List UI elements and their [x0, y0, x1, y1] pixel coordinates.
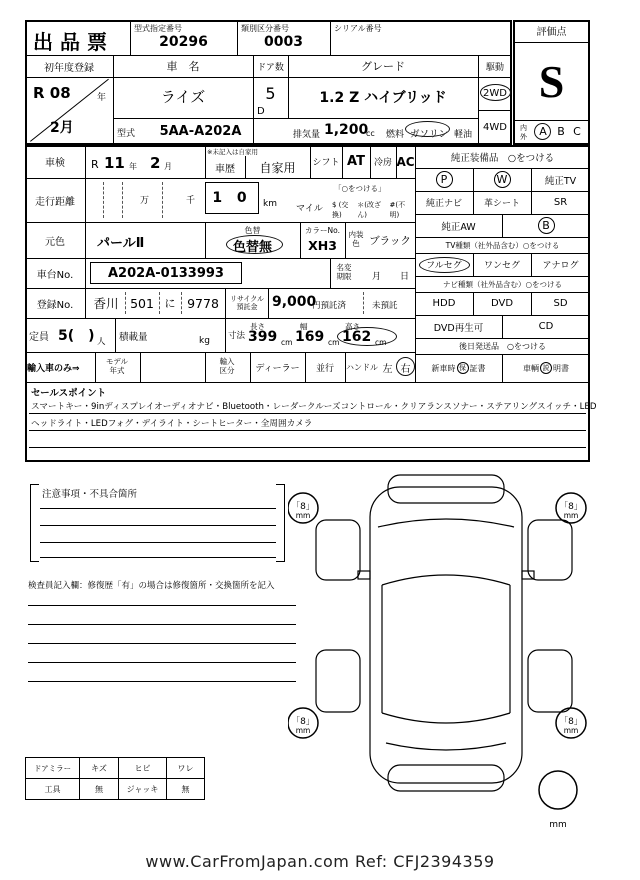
color-change-value: 色替無	[232, 239, 272, 255]
wheel-rear-right	[528, 650, 572, 712]
evaluation-label: 評価点	[536, 27, 567, 38]
line	[85, 178, 86, 222]
chassis-value: A202A-0133993	[90, 262, 242, 284]
line	[85, 288, 86, 318]
circle-mark-grade-a	[534, 123, 551, 140]
fuel-diesel: 軽油	[454, 130, 473, 140]
tools-cell: キズ	[79, 757, 119, 779]
car-name-label: 車 名	[166, 60, 200, 73]
first-reg-year: R 08	[33, 84, 71, 102]
tv-analog: アナログ	[542, 261, 579, 271]
color-change-label: 色替	[244, 225, 261, 235]
recycle-deposit-value: 9,000	[272, 294, 317, 310]
circle-mark-2wd	[480, 84, 511, 101]
displacement-unit: cc	[366, 129, 375, 138]
shaken-year: 11	[104, 154, 125, 172]
color-no-label: カラーNo.	[305, 225, 340, 235]
grade-b: B	[557, 125, 565, 138]
mark-tampered: ＊(改ざん)	[357, 201, 381, 219]
shaken-year-suffix: 年	[129, 162, 137, 171]
notes-rule	[40, 542, 276, 543]
front-bumper	[388, 475, 504, 503]
grade-value: 1.2 Z ハイブリッド	[319, 90, 447, 106]
manual-circled: 説	[540, 362, 552, 374]
doors-label: ドア数	[257, 62, 284, 73]
tread-unit-fl: mm	[295, 511, 311, 520]
model-designation-value: 20296	[159, 33, 208, 50]
first-reg-month: 2月	[50, 120, 74, 136]
notes-label: 注意事項・不具合箇所	[42, 489, 138, 500]
model-year-label	[98, 356, 136, 378]
name-change-2: 期限	[336, 272, 352, 281]
grade-label: グレード	[361, 60, 405, 73]
width-unit: cm	[328, 338, 340, 347]
doors-value: 5	[265, 83, 276, 103]
circle-mark-fullseg	[419, 257, 470, 273]
line	[85, 258, 86, 288]
sales-points-label: セールスポイント	[31, 388, 107, 399]
line	[95, 352, 96, 382]
name-change-1: 名変	[336, 263, 352, 273]
warranty-post: 証書	[469, 363, 486, 373]
wheel-rear-left	[316, 650, 360, 712]
inspector-rule	[28, 643, 296, 644]
line	[140, 352, 141, 382]
dvd-playable: DVD再生可	[433, 322, 484, 334]
notes-rule	[40, 557, 276, 558]
line	[122, 182, 123, 218]
import-division-2: 区分	[219, 366, 235, 375]
line	[345, 222, 346, 258]
name-change-day: 日	[400, 272, 410, 282]
warranty-pre: 新車時	[431, 363, 456, 373]
shaken-month: 2	[150, 154, 161, 172]
navi-dvd: DVD	[490, 298, 514, 309]
inspector-rule	[28, 624, 296, 625]
registration-region: 香川	[93, 296, 119, 311]
tread-unit-rl: mm	[295, 726, 311, 735]
notes-rule	[40, 525, 276, 526]
name-change-label	[334, 261, 354, 285]
chassis-label: 車台No.	[36, 269, 74, 281]
drive-2wd: 2WD	[483, 88, 507, 99]
dimension-label: 寸法	[228, 331, 246, 341]
tread-unit-fr: mm	[563, 511, 579, 520]
height-label: 高さ	[345, 322, 360, 331]
rear-window-line	[382, 713, 510, 723]
line	[515, 42, 588, 43]
equipment-navi: 純正ナビ	[425, 199, 462, 209]
serial-label: シリアル番号	[334, 24, 382, 33]
equipment-header: 純正装備品 ○をつける	[450, 152, 555, 164]
manual-post: 明書	[553, 363, 569, 373]
navi-type-header: ナビ種類（社外品含む）○をつける	[442, 279, 563, 289]
model-year-2: 年式	[109, 366, 125, 375]
hood-line	[378, 519, 514, 527]
name-change-month: 月	[372, 272, 382, 282]
navi-sd: SD	[553, 298, 568, 309]
rear-bumper	[388, 765, 504, 791]
equipment-power-window	[473, 168, 531, 191]
evaluation-score: S	[538, 55, 565, 107]
tv-oneseg: ワンセグ	[483, 261, 520, 271]
manual-book	[502, 354, 590, 382]
line	[85, 145, 86, 178]
import-division-1: 輸入	[219, 357, 235, 367]
mileage-man-label: 万	[140, 196, 150, 206]
tools-cell: ワレ	[166, 757, 205, 779]
line	[29, 447, 586, 448]
model-year-1: モデル	[105, 357, 129, 367]
length-unit: cm	[281, 338, 293, 347]
ac-value: AC	[396, 154, 415, 169]
interior-color-value: ブラック	[369, 234, 411, 247]
tread-value-rl: 「8」	[291, 717, 315, 727]
import-parallel: 並行	[315, 363, 334, 374]
color-no-value: XH3	[308, 238, 337, 253]
line	[225, 318, 226, 352]
length-value: 399	[248, 329, 278, 345]
int-ext-label	[517, 122, 530, 143]
car-body	[370, 487, 522, 783]
displacement-label: 排気量	[293, 130, 321, 140]
sales-points-line1: スマートキー・9inディスプレイオーディオナビ・Bluetooth・レーダークルーズコントロール・クリアランスソナー・ステアリングスイッチ・LED	[31, 402, 597, 412]
capacity-label: 定員	[29, 332, 49, 343]
bracket-left-top	[30, 484, 39, 485]
line	[330, 258, 331, 288]
inspector-rule	[28, 605, 296, 606]
line	[330, 20, 331, 55]
doors-unit: D	[257, 106, 265, 117]
equipment-sunroof: SR	[553, 197, 568, 208]
manual-pre: 車輌	[523, 363, 539, 373]
circle-mark-height	[337, 327, 397, 346]
line	[25, 318, 415, 319]
car-name-value: ライズ	[160, 87, 206, 106]
model-value: 5AA-A202A	[159, 124, 242, 139]
mark-unknown: #(不明)	[389, 201, 406, 219]
line	[115, 318, 116, 352]
interior-label-1: 内装	[348, 230, 364, 240]
circled-b: B	[538, 217, 555, 234]
sales-points-line2: ヘッドライト・LEDフォグ・デイライト・シートヒーター・全周囲カメラ	[31, 419, 313, 429]
line	[29, 430, 586, 431]
notes-rule	[40, 508, 276, 509]
grade-c: C	[573, 125, 581, 138]
mileage-mark-header: 「○をつける」	[334, 184, 386, 193]
cd: CD	[538, 321, 554, 332]
car-top-view-diagram	[288, 465, 600, 840]
import-division-label	[213, 356, 241, 378]
circled-p: P	[436, 171, 453, 188]
spare-tire-circle	[539, 771, 577, 809]
interior-color-label	[347, 227, 365, 253]
registration-kana: に	[164, 297, 176, 310]
mileage-label: 走行距離	[35, 196, 75, 208]
equipment-aw-label: 純正AW	[441, 221, 476, 233]
line	[113, 118, 478, 119]
line	[103, 182, 104, 218]
capacity-value: 5( )	[58, 328, 95, 344]
circle-mark-handle-right	[396, 357, 415, 376]
import-dealer: ディーラー	[255, 363, 300, 374]
line	[162, 182, 163, 218]
ac-label: 冷房	[373, 158, 392, 168]
line	[268, 288, 269, 318]
line	[25, 382, 590, 383]
tools-cell: 無	[79, 778, 119, 800]
classification-label: 類別区分番号	[241, 24, 289, 33]
equipment-power-steering	[415, 168, 473, 191]
height-unit: cm	[375, 338, 387, 347]
import-only-label: 輸入車のみ⇒	[27, 364, 80, 374]
tread-value-fl: 「8」	[291, 502, 315, 512]
wheel-front-left	[316, 520, 360, 580]
tread-value-rr: 「8」	[559, 717, 583, 727]
capacity-unit: 人	[97, 337, 106, 347]
handle-right: 右	[400, 363, 411, 375]
shaken-month-suffix: 月	[164, 162, 172, 171]
width-label: 幅	[300, 322, 308, 331]
line	[515, 120, 588, 121]
tools-cell: ヒビ	[118, 757, 167, 779]
height-value: 162	[342, 329, 372, 345]
tools-cell: 無	[166, 778, 205, 800]
bracket-right-top	[276, 484, 285, 485]
later-shipment-header: 後日発送品 ○をつける	[459, 341, 546, 351]
load-label: 積載量	[119, 332, 148, 343]
shift-label: シフト	[312, 158, 340, 168]
windshield-line	[382, 575, 510, 585]
recycle-label-1: リサイクル	[229, 294, 265, 303]
equipment-leather: 革シート	[483, 199, 520, 209]
tread-value-fr: 「8」	[559, 502, 583, 512]
model-designation-label: 型式指定番号	[134, 24, 182, 33]
fuel-label: 燃料	[386, 130, 405, 140]
line	[363, 292, 364, 314]
inspector-label: 検査員記入欄：修復歴「有」の場合は修復箇所・交換箇所を記入	[28, 581, 275, 591]
recycle-deposited-label: 円預託済	[312, 301, 347, 311]
history-label: 車歴	[215, 163, 235, 175]
inspector-rule	[28, 681, 296, 682]
shaken-era: R	[91, 158, 99, 171]
bracket-right-bottom	[276, 561, 285, 562]
bracket-left-bottom	[30, 561, 39, 562]
int-label: 内	[520, 124, 527, 133]
spare-tread-unit: mm	[549, 820, 567, 830]
sheet-title: 出品票	[33, 30, 114, 54]
first-reg-label: 初年度登録	[44, 62, 94, 74]
line	[225, 288, 226, 318]
load-unit: kg	[199, 336, 210, 346]
trunk-line	[386, 743, 506, 750]
navi-hdd: HDD	[432, 298, 456, 309]
mark-exchange: $ (交換)	[332, 201, 349, 219]
history-note: ※未記入は自家用	[207, 148, 258, 156]
line	[29, 413, 586, 414]
equipment-aw-value	[502, 214, 590, 237]
bracket-right	[284, 484, 285, 562]
width-value: 169	[295, 329, 325, 345]
first-reg-year-suffix: 年	[97, 93, 107, 103]
shift-value: AT	[347, 154, 365, 169]
circled-w: W	[494, 171, 511, 188]
registration-number: 9778	[187, 295, 219, 311]
mileage-value: 1 0	[205, 182, 259, 214]
interior-label-2: 色	[352, 239, 360, 248]
mileage-sen-label: 千	[186, 196, 196, 206]
handle-left: 左	[382, 363, 393, 375]
ext-label: 外	[520, 132, 527, 141]
mileage-unit: km	[263, 199, 277, 209]
equipment-tv: 純正TV	[544, 175, 577, 187]
model-label: 型式	[117, 129, 136, 139]
watermark: www.CarFromJapan.com Ref: CFJ2394359	[145, 851, 495, 871]
base-color-value: パールⅡ	[97, 236, 145, 251]
warranty-circled: 保	[457, 362, 469, 374]
tread-unit-rr: mm	[563, 726, 579, 735]
base-color-label: 元色	[45, 236, 65, 248]
warranty-book	[415, 354, 502, 382]
tools-cell: 工具	[25, 778, 80, 800]
drive-label: 駆動	[485, 62, 504, 73]
handle-label: ハンドル	[346, 362, 378, 372]
registration-label: 登録No.	[36, 299, 74, 311]
shaken-label: 車検	[45, 158, 65, 169]
tv-fullseg: フルセグ	[426, 261, 462, 271]
drive-4wd: 4WD	[483, 122, 507, 133]
registration-class: 501	[130, 295, 154, 311]
circle-mark-no-color-change	[226, 235, 283, 254]
circle-mark-gasoline	[405, 121, 450, 137]
history-value: 自家用	[259, 160, 296, 175]
bracket-left	[30, 484, 31, 562]
recycle-label	[227, 292, 267, 314]
line	[205, 352, 206, 382]
recycle-not-deposited: 未預託	[372, 301, 398, 311]
mileage-mile-label: マイル	[296, 204, 323, 214]
length-label: 長さ	[250, 322, 265, 331]
tv-type-header: TV種類（社外品含む）○をつける	[445, 240, 560, 250]
mileage-marks	[332, 200, 414, 219]
inspector-rule	[28, 662, 296, 663]
fuel-gasoline: ガソリン	[410, 129, 449, 140]
classification-value: 0003	[264, 33, 303, 50]
displacement-value: 1,200	[324, 122, 369, 138]
tools-cell: ジャッキ	[118, 778, 167, 800]
tools-cell: ドアミラー	[25, 757, 80, 779]
grade-a: A	[539, 125, 547, 138]
recycle-label-2: 預託金	[236, 303, 258, 311]
line	[85, 222, 86, 258]
